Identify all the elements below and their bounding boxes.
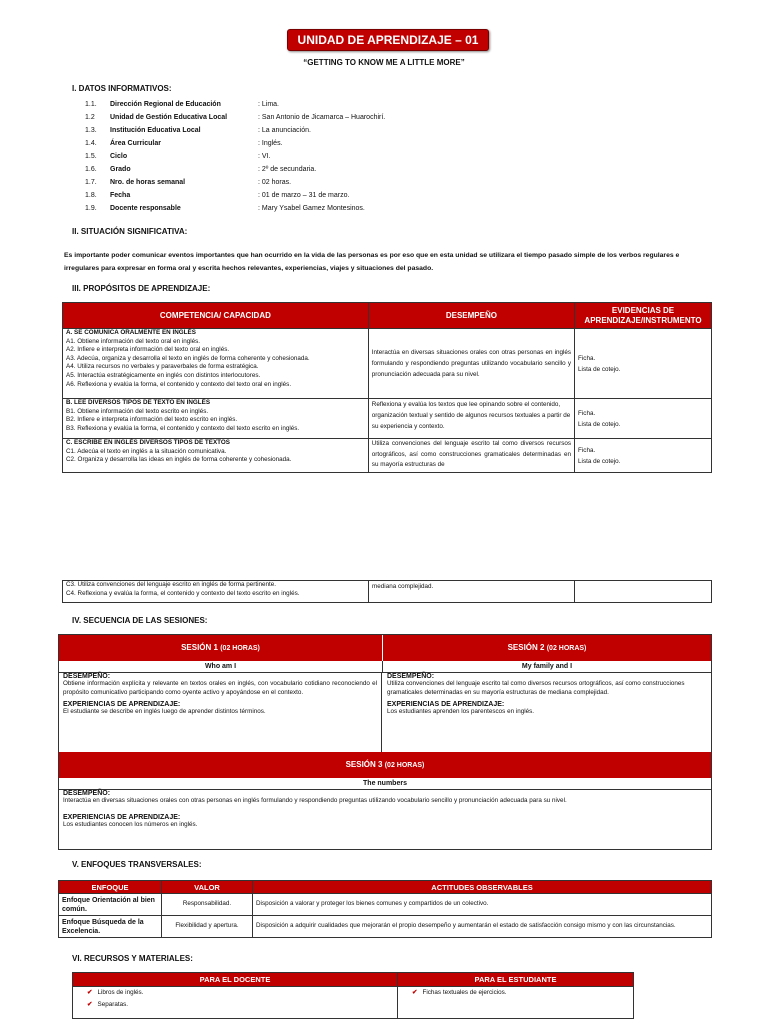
desempeno-a: Interactúa en diversas situaciones orales con otras personas en inglés formulando y respondiendo preguntas utilizando vocabulario sencillo y pronunciación adecuada para su nivel. xyxy=(368,329,574,399)
header-desempeno: DESEMPEÑO xyxy=(368,303,574,329)
competencia-c-continued xyxy=(63,581,369,603)
header-docente: PARA EL DOCENTE xyxy=(73,973,398,987)
info-number: 1.3. xyxy=(85,127,97,134)
info-value: : 2º de secundaria. xyxy=(258,166,317,173)
unit-subtitle: “GETTING TO KNOW ME A LITTLE MORE” xyxy=(303,58,465,67)
check-icon: ✔ xyxy=(412,989,418,996)
enfoque-row-1 xyxy=(59,894,712,916)
sesiones-block xyxy=(58,634,712,850)
recurso-estudiante-1-label: Fichas textuales de ejercicios. xyxy=(422,989,507,996)
evidencias-c-continued xyxy=(575,581,712,603)
enfoques-table xyxy=(58,880,712,938)
sesion-3-title: SESIÓN 3 xyxy=(345,760,383,769)
evidencias-b xyxy=(575,399,712,439)
info-number: 1.1. xyxy=(85,101,97,108)
cap-a6: A6. Reflexiona y evalúa la forma, el contenido y contexto del texto oral en inglés. xyxy=(66,380,292,388)
recursos-docente xyxy=(73,987,398,1019)
cap-c3: C3. Utiliza convenciones del lenguaje escrito en inglés de forma pertinente. xyxy=(66,581,277,588)
info-value: : 02 horas. xyxy=(258,179,292,186)
competencia-a xyxy=(63,329,369,399)
sesion-3-exp: Los estudiantes conocen los números en inglés. xyxy=(63,820,198,828)
info-label: Área Curricular xyxy=(110,140,161,147)
evidencia-lista: Lista de cotejo. xyxy=(578,365,621,373)
header-evidencias: EVIDENCIAS DE APRENDIZAJE/INSTRUMENTO xyxy=(575,303,712,329)
section-sesiones: IV. SECUENCIA DE LAS SESIONES: xyxy=(72,616,208,625)
unit-title: UNIDAD DE APRENDIZAJE – 01 xyxy=(287,29,489,51)
evidencia-ficha: Ficha. xyxy=(578,446,596,454)
cap-a2: A2. Infiere e interpreta información del texto oral en inglés. xyxy=(66,346,230,354)
info-label: Dirección Regional de Educación xyxy=(110,101,221,108)
check-icon: ✔ xyxy=(87,989,93,996)
check-icon: ✔ xyxy=(87,1001,93,1008)
info-number: 1.4. xyxy=(85,140,97,147)
sesion-2-desempeno: Utiliza convenciones del lenguaje escrito tal como diversos recursos ortográficos, así como construcciones gramaticales determinadas en su mayoría estructuras de mediana complejidad. xyxy=(387,680,685,696)
propositos-table-continued xyxy=(62,580,712,603)
info-value: : 01 de marzo – 31 de marzo. xyxy=(258,192,350,199)
info-value: : Lima. xyxy=(258,101,280,108)
propositos-table xyxy=(62,302,712,473)
enfoque-2: Enfoque Búsqueda de la Excelencia. xyxy=(59,916,162,938)
section-situacion: II. SITUACIÓN SIGNIFICATIVA: xyxy=(72,227,188,236)
sesion-1-name: Who am I xyxy=(59,661,383,673)
evidencia-lista: Lista de cotejo. xyxy=(578,420,621,428)
section-recursos: VI. RECURSOS Y MATERIALES: xyxy=(72,954,193,963)
row-c xyxy=(63,439,712,473)
situacion-text: Es importante poder comunicar eventos importantes que han ocurrido en la vida de las personas es por eso que en esta unidad se utilizara el tiempo pasado simple de los verbos regulares e irregulares para expresar en forma oral y escrita hechos relevantes, experiencias, viajes y situaciones del pasado. xyxy=(64,252,680,272)
recursos-row xyxy=(73,987,634,1019)
header-actitudes: ACTITUDES OBSERVABLES xyxy=(253,881,712,894)
enfoque-1: Enfoque Orientación al bien común. xyxy=(59,894,162,916)
actitud-2: Disposición a adquirir cualidades que mejorarán el propio desempeño y aumentarán el estado de satisfacción consigo mismo y con las circunstancias. xyxy=(253,916,712,938)
sesion-1-header xyxy=(59,635,383,661)
header-estudiante: PARA EL ESTUDIANTE xyxy=(398,973,634,987)
info-number: 1.2 xyxy=(85,114,95,121)
sesion-2-body xyxy=(383,673,711,752)
row-a xyxy=(63,329,712,399)
info-number: 1.6. xyxy=(85,166,97,173)
sesion-1-desempeno: Obtiene información explícita y relevante en textos orales en inglés, con vocabulario cotidiano reconociendo el propósito comunicativo participando como oyente activo y apoyándose en el contexto. xyxy=(63,680,377,696)
sesion-2-exp: Los estudiantes aprenden los parentescos en inglés. xyxy=(387,708,535,716)
info-number: 1.8. xyxy=(85,192,97,199)
info-label: Nro. de horas semanal xyxy=(110,179,186,186)
cap-a4: A4. Utiliza recursos no verbales y paraverbales de forma estratégica. xyxy=(66,363,259,371)
recurso-estudiante-1 xyxy=(412,987,630,999)
sesion-3-hours: (02 HORAS) xyxy=(384,762,425,769)
info-value: : La anunciación. xyxy=(258,127,311,134)
recurso-docente-1 xyxy=(87,987,394,999)
sesion-2-name: My family and I xyxy=(383,661,711,673)
competencia-a-title: A. SE COMUNICA ORALMENTE EN INGLÉS xyxy=(66,329,196,336)
section-propositos: III. PROPÓSITOS DE APRENDIZAJE: xyxy=(72,284,211,293)
cap-b3: B3. Reflexiona y evalúa la forma, el contenido y contexto del texto escrito en inglés. xyxy=(66,424,300,432)
competencia-c xyxy=(63,439,369,473)
sesion-1-exp-label: EXPERIENCIAS DE APRENDIZAJE: xyxy=(63,701,181,709)
sesion-3-desempeno: Interactúa en diversas situaciones orales con otras personas en inglés formulando y respondiendo preguntas utilizando vocabulario sencillo y pronunciación adecuada para su nivel. xyxy=(63,797,567,804)
section-enfoques: V. ENFOQUES TRANSVERSALES: xyxy=(72,860,202,869)
info-number: 1.9. xyxy=(85,205,97,212)
recurso-docente-1-label: Libros de inglés. xyxy=(97,989,144,996)
recursos-table xyxy=(72,972,634,1019)
evidencias-a xyxy=(575,329,712,399)
sesion-1-body xyxy=(59,673,382,752)
evidencia-lista: Lista de cotejo. xyxy=(578,457,621,465)
competencia-b xyxy=(63,399,369,439)
cap-c4: C4. Reflexiona y evalúa la forma, el contenido y contexto del texto escrito en inglés. xyxy=(66,589,300,597)
cap-b2: B2. Infiere e interpreta información del texto escrito en inglés. xyxy=(66,416,238,424)
header-enfoque: ENFOQUE xyxy=(59,881,162,894)
cap-a5: A5. Interactúa estratégicamente en inglés con distintos interlocutores. xyxy=(66,371,261,379)
valor-2: Flexibilidad y apertura. xyxy=(162,916,253,938)
sesion-3-body xyxy=(59,790,711,848)
row-c-continued xyxy=(63,581,712,603)
cap-b1: B1. Obtiene información del texto escrito en inglés. xyxy=(66,407,209,415)
section-datos: I. DATOS INFORMATIVOS: xyxy=(72,84,172,93)
desempeno-c-continued: mediana complejidad. xyxy=(369,581,575,603)
recurso-docente-2-label: Separatas. xyxy=(97,1001,128,1008)
info-label: Unidad de Gestión Educativa Local xyxy=(110,114,228,121)
sesion-3-desempeno-label: DESEMPEÑO: xyxy=(63,790,111,797)
sesion-1-hours: (02 HORAS) xyxy=(220,645,260,652)
sesion-2-hours: (02 HORAS) xyxy=(546,645,587,652)
recursos-estudiante xyxy=(398,987,634,1019)
header-competencia: COMPETENCIA/ CAPACIDAD xyxy=(63,303,369,329)
info-value: : Mary Ysabel Gamez Montesinos. xyxy=(258,205,365,212)
sesion-1-desempeno-label: DESEMPEÑO: xyxy=(63,673,111,680)
info-label: Docente responsable xyxy=(110,205,181,212)
info-label: Ciclo xyxy=(110,153,128,160)
info-value: : Inglés. xyxy=(258,140,283,147)
info-number: 1.5. xyxy=(85,153,97,160)
info-number: 1.7. xyxy=(85,179,97,186)
enfoque-row-2 xyxy=(59,916,712,938)
sesion-3-header xyxy=(59,752,711,778)
info-label: Fecha xyxy=(110,192,131,199)
header-valor: VALOR xyxy=(162,881,253,894)
sesion-1-title: SESIÓN 1 xyxy=(181,643,218,652)
sesion-2-title: SESIÓN 2 xyxy=(507,643,545,652)
recurso-docente-2 xyxy=(87,999,394,1011)
actitud-1: Disposición a valorar y proteger los bienes comunes y compartidos de un colectivo. xyxy=(253,894,712,916)
evidencia-ficha: Ficha. xyxy=(578,409,596,417)
evidencia-ficha: Ficha. xyxy=(578,354,596,362)
sesion-2-exp-label: EXPERIENCIAS DE APRENDIZAJE: xyxy=(387,701,505,709)
info-label: Grado xyxy=(110,166,131,173)
competencia-b-title: B. LEE DIVERSOS TIPOS DE TEXTO EN INGLÉS xyxy=(66,399,211,406)
sesion-3-exp-label: EXPERIENCIAS DE APRENDIZAJE: xyxy=(63,813,181,821)
evidencias-c xyxy=(575,439,712,473)
cap-c2: C2. Organiza y desarrolla las ideas en inglés de forma coherente y cohesionada. xyxy=(66,456,292,464)
info-value: : VI. xyxy=(258,153,271,160)
sesion-3-name: The numbers xyxy=(59,778,711,790)
valor-1: Responsabilidad. xyxy=(162,894,253,916)
sesion-2-desempeno-label: DESEMPEÑO: xyxy=(387,673,435,680)
info-value: : San Antonio de Jicamarca – Huarochirí. xyxy=(258,114,386,121)
row-b xyxy=(63,399,712,439)
desempeno-b: Reflexiona y evalúa los textos que lee opinando sobre el contenido, organización textual y sentido de algunos recursos textuales a partir de su experiencia y contexto. xyxy=(368,399,574,439)
cap-a1: A1. Obtiene información del texto oral en inglés. xyxy=(66,337,201,345)
info-label: Institución Educativa Local xyxy=(110,127,201,134)
cap-a3: A3. Adecúa, organiza y desarrolla el texto en inglés de forma coherente y cohesionada. xyxy=(66,354,310,362)
sesion-2-header xyxy=(383,635,711,661)
cap-c1: C1. Adecúa el texto en inglés a la situación comunicativa. xyxy=(66,447,227,455)
sesion-1-exp: El estudiante se describe en inglés luego de aprender distintos términos. xyxy=(63,708,266,716)
desempeno-c: Utiliza convenciones del lenguaje escrito tal como diversos recursos ortográficos, así como construcciones gramaticales determinadas en su mayoría estructuras de xyxy=(368,439,574,473)
competencia-c-title: C. ESCRIBE EN INGLÉS DIVERSOS TIPOS DE TEXTOS xyxy=(66,439,230,446)
